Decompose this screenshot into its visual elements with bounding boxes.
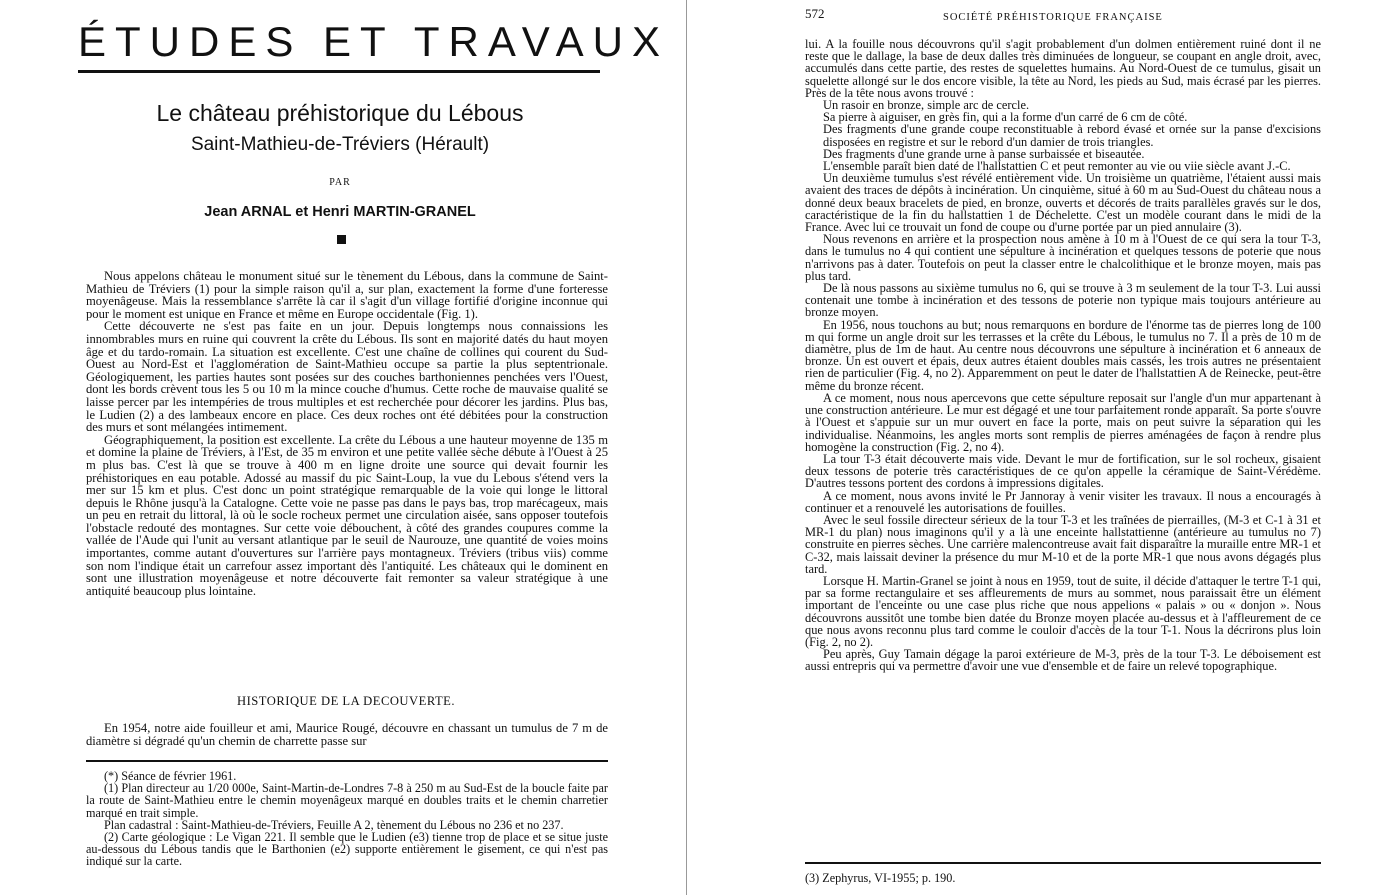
paragraph: Cette découverte ne s'est pas faite en un jour. Depuis longtemps nous connaissions les innombrables murs en ruine qui couvrent la crête du Lébous. Ils sont en majorité datés du haut moyen âge et du tardo-romain. La situation est excellente. C'est une chaîne de collines qui courent du Sud-Ouest au Nord-Est et l'agglomération de Saint-Mathieu occupe sa partie la plus septentrionale. Géologiquement, les parties hautes sont posées sur des couches barthoniennes penchées vers l'Ouest, dont les bords crèvent tous les 5 ou 10 m la mince couche d'humus. Cette roche de mauvaise qualité se laisse percer par les intempéries de trous multiples et est recherchée pour décorer les jardins. Plus bas, le Ludien (2) a des lambeaux encore en place. Ces deux roches ont été débitées pour la construction des murs et sont mélangées intimement. [86,319,608,435]
article-subtitle: Saint-Mathieu-de-Tréviers (Hérault) [190,134,490,155]
paragraph: Géographiquement, la position est excellente. La crête du Lébous a une hauteur moyenne de 135 m et domine la plaine de Tréviers, à l'Est, de 35 m environ et une petite vallée sèche débute à l'Ouest à 25 m plus bas. C'est là que se trouve à 400 m en ligne droite une source qui devait fournir les préhistoriques en eau potable. Adossé au massif du pic Saint-Loup, la vue du Lebous s'étend vers la mer sur 15 km et plus. C'est donc un point stratégique remarquable de la voie qui longe le littoral depuis le Rhône jusqu'à la Catalogne. Cette voie ne passe pas dans le pays bas, trop marécageux, mais un peu en retrait du littoral, là où le socle rocheux permet une circulation aisée, sans opposer toutefois l'obstacle redouté des montagnes. Sur cette voie débouchent, à côté des grandes coupures comme la vallée de l'Aude qui l'unit au versant atlantique par le seuil de Naurouze, une quantité de voies moins importantes, comme autant d'ouvertures sur l'arrière pays montagneux. Tréviers (tribus viis) comme son nom l'indique était un carrefour assez important dès l'antiquité. Les châteaux qui le dominent en sont une illustration moyenâgeuse et notre découverte fait remonter sa valeur stratégique à une antiquité beaucoup plus lointaine. [86,432,608,598]
find-item: Sa pierre à aiguiser, en grès fin, qui a la forme d'un carré de 6 cm de côté. [823,110,1188,125]
find-item: Un rasoir en bronze, simple arc de cercle. [823,98,1030,113]
paragraph: Nous appelons château le monument situé sur le tènement du Lébous, dans la commune de Saint-Mathieu de Tréviers (1) pour la simple raison qu'il a, sur plan, exactement la forme d'une forteresse moyenâgeuse. Mais la ressemblance s'arrête là car il s'agit d'un village fortifié d'origine inconnue qui pour le moment est unique en France et même en Europe occidentale (Fig. 1). [86,269,608,321]
paragraph: De là nous passons au sixième tumulus no 6, qui se trouve à 3 m seulement de la tour T-3. Lui aussi contenait une tombe à incinération et des tessons de poterie non typique mais toujours antérieure au bronze moyen. [805,281,1321,320]
right-body-text [805,38,1321,673]
footnote: (3) Zephyrus, VI-1955; p. 190. [805,871,956,885]
footnote-rule [86,760,608,762]
right-page [708,0,1377,895]
paragraph: Un deuxième tumulus s'est révélé entièrement vide. Un troisième un quatrième, l'étaient aussi mais avaient des traces de dépôts à incinération. Un cinquième, situé à 60 m au Sud-Ouest du château nous a donné deux beaux bracelets de pied, en bronze, ouverts et décorés de traits parallèles gravés sur le dos, caractéristique de la fin du hallstattien 1 de Déchelette. C'est un modèle courant dans le midi de la France. Avec lui ce trouvait un fond de coupe ou d'urne portée par un pied annulaire (3). [805,171,1321,235]
paragraph: Avec le seul fossile directeur sérieux de la tour T-3 et les traînées de pierrailles, (M-3 et C-1 à 31 et MR-1 du plan) nous imaginons qu'il y a là une enceinte hallstattienne (antérieure au tumulus no 7) construite en pierres sèches. Une carrière malencontreuse avait fait disparaître la muraille entre MR-1 et C-32, mais laissait deviner la présence du mur M-10 et de la porte MR-1 que nous avons dégagés plus tard. [805,512,1321,576]
paragraph: lui. A la fouille nous découvrons qu'il s'agit probablement d'un dolmen entièrement ruiné dont il ne reste que le dallage, la base de deux dalles très diminuées de longueur, se coupant en angle droit, avec, accumulés dans cette partie, des restes de squelettes humains. Au Nord-Ouest de ce tumulus, gisait un squelette allongé sur le dos encore visible, la tête au Nord, les pieds au Sud, mais écrasé par les pierres. Près de la tête nous avons trouvé : [805,37,1321,100]
footnote: (1) Plan directeur au 1/20 000e, Saint-Martin-de-Londres 7-8 à 250 m au Sud-Est de la boucle faite par la route de Saint-Mathieu entre le chemin moyenâgeux marqué en doubles traits et le chemin charretier marqué en trait simple. [86,781,608,820]
find-item: Des fragments d'une grande urne à panse surbaissée et biseautée. [823,146,1145,161]
history-text [86,722,608,747]
paragraph: En 1954, notre aide fouilleur et ami, Maurice Rougé, découvre en chassant un tumulus de 7 m de diamètre si dégradé qu'un chemin de charrette passe sur [86,721,608,748]
by-label: PAR [329,177,351,188]
paragraph: A ce moment, nous avons invité le Pr Jannoray à venir visiter les travaux. Il nous a encouragés à continuer et a renouvelé les autorisations de fouilles. [805,488,1321,515]
left-page [0,0,686,895]
authors: Jean ARNAL et Henri MARTIN-GRANEL [204,204,476,220]
find-item: Des fragments d'une grande coupe reconstituable à rebord évasé et ornée sur la panse d'excisions disposées en registre et sur le rebord d'un damier de trois triangles. [823,122,1321,149]
footnote: (*) Séance de février 1961. [104,769,237,783]
ornament-square [337,235,346,244]
article-title: Le château préhistorique du Lébous [156,100,524,126]
paragraph: Peu après, Guy Tamain dégage la paroi extérieure de M-3, près de la tour T-3. Le déboisement est aussi entrepris qui va permettre d'avoir une vue d'ensemble et de faire un relevé topographique. [805,647,1321,674]
paragraph: A ce moment, nous nous apercevons que cette sépulture reposait sur l'angle d'un mur appartenant à une construction antérieure. Le mur est dégagé et une tour parfaitement ronde apparaît. Sa porte s'ouvre à l'Ouest et s'appuie sur un mur ouvert en face la porte, mais on peut suivre la séparation qui les individualise. Néanmoins, les angles morts sont remplis de pierres aménagées de façon à rendre plus homogène la construction (Fig. 2, no 4). [805,390,1321,454]
right-footnote [805,872,1321,885]
footnote-rule [805,862,1321,864]
paragraph: Lorsque H. Martin-Granel se joint à nous en 1959, tout de suite, il décide d'attaquer le tertre T-1 qui, par sa forme rectangulaire et ses affleurements de murs au sommet, nous paraissait être un élément important de l'enceinte ou une case plus riche que nous appelions « palais » ou « donjon ». Nous découvrons aussitôt une tombe bien datée du Bronze moyen placée au-dessus et à l'affleurement de ce que nous avons reconnu plus tard comme le couloir d'accès de la tour T-1. Nous la décrirons plus loin (Fig. 2, no 2). [805,573,1321,649]
footnotes [86,770,608,868]
footnote: (2) Carte géologique : Le Vigan 221. Il semble que le Ludien (e3) tienne trop de place et se situe juste au-dessous du Lébous tandis que le Barthonien (e2) supporte entièrement le gisement, ce qui n'est pas indiqué sur la carte. [86,830,608,869]
paragraph: La tour T-3 était découverte mais vide. Devant le mur de fortification, sur le sol rocheux, gisaient deux tessons de poterie très caractéristiques de ce qu'on appelle la céramique de Saint-Vérédème. D'autres tessons portent des cordons à impressions digitales. [805,451,1321,491]
page-gutter [686,0,708,895]
page-number: 572 [805,6,825,21]
paragraph: En 1956, nous touchons au but; nous remarquons en bordure de l'énorme tas de pierres long de 100 m qui forme un angle droit sur les terrasses et la crête du Lébous, le tumulus no 7. Il a près de 10 m de diamètre, plus de 1m de haut. Au centre nous découvrons une sépulture à incinération et 6 anneaux de bronze. Un est ouvert et épais, deux autres étaient doubles mais cassés, les trois autres ne présentaient rien de particulier (Fig. 4, no 2). Apparemment on peut le dater de l'hallstattien A de Reinecke, peut-être même du bronze récent. [805,317,1321,393]
running-head: SOCIÉTÉ PRÉHISTORIQUE FRANÇAISE [943,12,1163,23]
intro-text [86,270,608,597]
section-heading: HISTORIQUE DE LA DECOUVERTE. [237,694,455,708]
title-rule [78,70,600,73]
footnote: Plan cadastral : Saint-Mathieu-de-Tréviers, Feuille A 2, tènement du Lébous no 236 et no 237. [104,817,564,832]
paragraph: L'ensemble paraît bien daté de l'hallstattien C et peut remonter au vie ou viie siècle avant J.-C. [823,159,1291,174]
paragraph: Nous revenons en arrière et la prospection nous amène à 10 m à l'Ouest de ce qui sera la tour T-3, dans le tumulus no 4 qui contient une sépulture à incinération et quelques tessons de poterie que nous n'arrivons pas à dater. Toutefois on peut la classer entre le chalcolithique et le bronze moyen, mais pas plus tard. [805,232,1321,283]
section-title: ÉTUDES ET TRAVAUX [78,18,669,65]
